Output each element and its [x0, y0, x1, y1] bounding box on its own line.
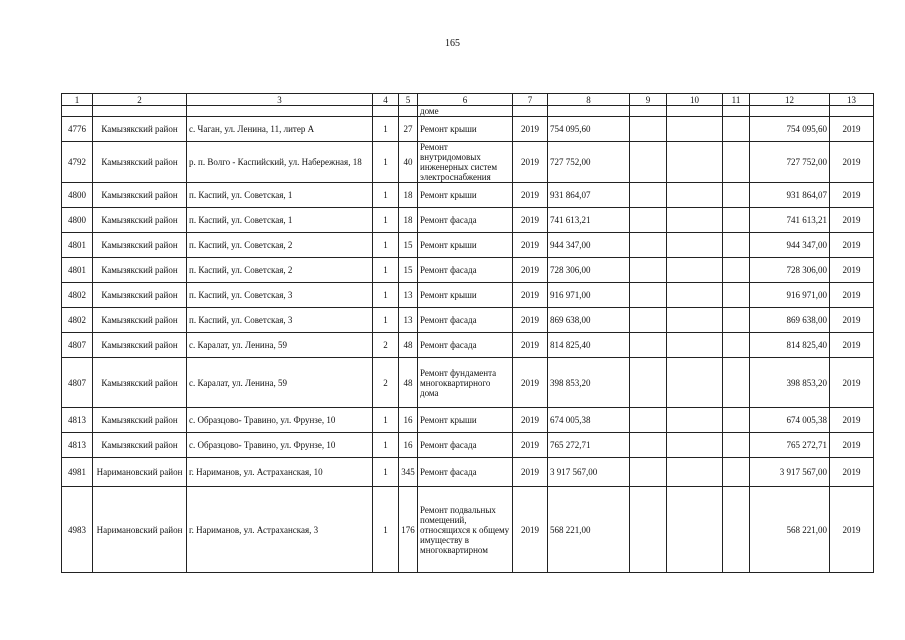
- col-9-cell: [630, 308, 667, 333]
- col-10-cell: [667, 358, 723, 408]
- address-cell: п. Каспий, ул. Советская, 3: [187, 283, 373, 308]
- funding-amount-cell: 944 347,00: [750, 233, 830, 258]
- district-cell: Камызякский район: [93, 283, 187, 308]
- column-number: 3: [187, 94, 373, 106]
- col-9-cell: [630, 142, 667, 183]
- work-type-cell: Ремонт крыши: [418, 233, 513, 258]
- apartments-count-cell: 48: [399, 333, 418, 358]
- total-cost-cell: 728 306,00: [548, 258, 630, 283]
- funding-amount-cell: 3 917 567,00: [750, 458, 830, 487]
- table-row: [62, 458, 874, 487]
- col-11-cell: [723, 142, 750, 183]
- address-cell: с. Каралат, ул. Ленина, 59: [187, 333, 373, 358]
- column-number-row: [62, 94, 874, 106]
- table-row: [62, 183, 874, 208]
- col-11-cell: [723, 258, 750, 283]
- year-cell: 2019: [513, 408, 548, 433]
- column-number: 6: [418, 94, 513, 106]
- table-row: [62, 408, 874, 433]
- work-type-cell: Ремонт фасада: [418, 308, 513, 333]
- row-number-cell: 4792: [62, 142, 93, 183]
- col-10-cell: [667, 183, 723, 208]
- district-cell: Камызякский район: [93, 117, 187, 142]
- work-type-cell: Ремонт внутридомовых инженерных систем электроснабжения: [418, 142, 513, 183]
- row-number-cell: 4807: [62, 333, 93, 358]
- column-number: 10: [667, 94, 723, 106]
- funding-amount-cell: [750, 106, 830, 117]
- buildings-count-cell: 1: [373, 308, 399, 333]
- address-cell: п. Каспий, ул. Советская, 1: [187, 183, 373, 208]
- table-row: [62, 433, 874, 458]
- table-row: [62, 258, 874, 283]
- total-cost-cell: 741 613,21: [548, 208, 630, 233]
- apartments-count-cell: 27: [399, 117, 418, 142]
- column-number: 5: [399, 94, 418, 106]
- funding-amount-cell: 814 825,40: [750, 333, 830, 358]
- buildings-count-cell: 2: [373, 333, 399, 358]
- total-cost-cell: 754 095,60: [548, 117, 630, 142]
- total-cost-cell: 869 638,00: [548, 308, 630, 333]
- total-cost-cell: 916 971,00: [548, 283, 630, 308]
- funding-amount-cell: 765 272,71: [750, 433, 830, 458]
- address-cell: с. Каралат, ул. Ленина, 59: [187, 358, 373, 408]
- address-cell: п. Каспий, ул. Советская, 2: [187, 258, 373, 283]
- year-cell: 2019: [513, 487, 548, 573]
- buildings-count-cell: 1: [373, 183, 399, 208]
- completion-year-cell: 2019: [830, 208, 874, 233]
- col-11-cell: [723, 106, 750, 117]
- funding-amount-cell: 674 005,38: [750, 408, 830, 433]
- col-9-cell: [630, 433, 667, 458]
- col-10-cell: [667, 117, 723, 142]
- address-cell: п. Каспий, ул. Советская, 2: [187, 233, 373, 258]
- address-cell: [187, 106, 373, 117]
- col-10-cell: [667, 487, 723, 573]
- district-cell: Наримановский район: [93, 458, 187, 487]
- total-cost-cell: 568 221,00: [548, 487, 630, 573]
- col-10-cell: [667, 233, 723, 258]
- row-number-cell: 4981: [62, 458, 93, 487]
- row-number-cell: 4800: [62, 183, 93, 208]
- col-9-cell: [630, 358, 667, 408]
- row-number-cell: 4801: [62, 258, 93, 283]
- col-11-cell: [723, 283, 750, 308]
- col-11-cell: [723, 208, 750, 233]
- col-10-cell: [667, 283, 723, 308]
- year-cell: 2019: [513, 117, 548, 142]
- district-cell: Камызякский район: [93, 433, 187, 458]
- district-cell: Камызякский район: [93, 208, 187, 233]
- address-cell: с. Образцово- Травино, ул. Фрунзе, 10: [187, 433, 373, 458]
- apartments-count-cell: 18: [399, 183, 418, 208]
- total-cost-cell: 398 853,20: [548, 358, 630, 408]
- year-cell: 2019: [513, 183, 548, 208]
- page-number: 165: [445, 38, 460, 49]
- buildings-count-cell: 1: [373, 208, 399, 233]
- table-row: [62, 308, 874, 333]
- table-row: [62, 142, 874, 183]
- total-cost-cell: 814 825,40: [548, 333, 630, 358]
- district-cell: Камызякский район: [93, 233, 187, 258]
- col-10-cell: [667, 208, 723, 233]
- work-type-cell: Ремонт фасада: [418, 258, 513, 283]
- total-cost-cell: 931 864,07: [548, 183, 630, 208]
- address-cell: п. Каспий, ул. Советская, 1: [187, 208, 373, 233]
- work-type-cell: Ремонт крыши: [418, 117, 513, 142]
- row-number-cell: 4801: [62, 233, 93, 258]
- repair-program-table: [61, 93, 874, 573]
- apartments-count-cell: 345: [399, 458, 418, 487]
- buildings-count-cell: 1: [373, 433, 399, 458]
- col-11-cell: [723, 333, 750, 358]
- funding-amount-cell: 916 971,00: [750, 283, 830, 308]
- work-type-cell: Ремонт фасада: [418, 208, 513, 233]
- year-cell: 2019: [513, 458, 548, 487]
- completion-year-cell: 2019: [830, 358, 874, 408]
- col-9-cell: [630, 117, 667, 142]
- district-cell: Камызякский район: [93, 408, 187, 433]
- row-number-cell: 4813: [62, 408, 93, 433]
- col-11-cell: [723, 308, 750, 333]
- completion-year-cell: 2019: [830, 458, 874, 487]
- apartments-count-cell: 48: [399, 358, 418, 408]
- district-cell: Камызякский район: [93, 333, 187, 358]
- col-10-cell: [667, 308, 723, 333]
- apartments-count-cell: 13: [399, 308, 418, 333]
- table-row: [62, 487, 874, 573]
- apartments-count-cell: [399, 106, 418, 117]
- year-cell: 2019: [513, 233, 548, 258]
- completion-year-cell: 2019: [830, 308, 874, 333]
- completion-year-cell: 2019: [830, 258, 874, 283]
- completion-year-cell: 2019: [830, 283, 874, 308]
- col-11-cell: [723, 433, 750, 458]
- district-cell: Наримановский район: [93, 487, 187, 573]
- district-cell: Камызякский район: [93, 308, 187, 333]
- funding-amount-cell: 568 221,00: [750, 487, 830, 573]
- table-row: [62, 117, 874, 142]
- col-11-cell: [723, 458, 750, 487]
- work-type-cell: Ремонт крыши: [418, 183, 513, 208]
- buildings-count-cell: 1: [373, 142, 399, 183]
- col-9-cell: [630, 487, 667, 573]
- funding-amount-cell: 727 752,00: [750, 142, 830, 183]
- funding-amount-cell: 741 613,21: [750, 208, 830, 233]
- column-number: 9: [630, 94, 667, 106]
- col-9-cell: [630, 283, 667, 308]
- address-cell: с. Образцово- Травино, ул. Фрунзе, 10: [187, 408, 373, 433]
- completion-year-cell: 2019: [830, 333, 874, 358]
- apartments-count-cell: 16: [399, 408, 418, 433]
- apartments-count-cell: 15: [399, 233, 418, 258]
- col-9-cell: [630, 233, 667, 258]
- table-row: [62, 208, 874, 233]
- apartments-count-cell: 176: [399, 487, 418, 573]
- completion-year-cell: 2019: [830, 408, 874, 433]
- district-cell: [93, 106, 187, 117]
- work-type-cell: доме: [418, 106, 513, 117]
- col-11-cell: [723, 358, 750, 408]
- completion-year-cell: 2019: [830, 117, 874, 142]
- col-9-cell: [630, 408, 667, 433]
- year-cell: [513, 106, 548, 117]
- table-row: [62, 106, 874, 117]
- col-9-cell: [630, 333, 667, 358]
- col-11-cell: [723, 117, 750, 142]
- table-row: [62, 358, 874, 408]
- work-type-cell: Ремонт фасада: [418, 458, 513, 487]
- address-cell: с. Чаган, ул. Ленина, 11, литер А: [187, 117, 373, 142]
- work-type-cell: Ремонт крыши: [418, 283, 513, 308]
- buildings-count-cell: 1: [373, 283, 399, 308]
- col-9-cell: [630, 258, 667, 283]
- table-row: [62, 333, 874, 358]
- year-cell: 2019: [513, 258, 548, 283]
- funding-amount-cell: 931 864,07: [750, 183, 830, 208]
- total-cost-cell: 674 005,38: [548, 408, 630, 433]
- column-number: 1: [62, 94, 93, 106]
- row-number-cell: 4800: [62, 208, 93, 233]
- buildings-count-cell: 1: [373, 408, 399, 433]
- column-number: 8: [548, 94, 630, 106]
- row-number-cell: [62, 106, 93, 117]
- apartments-count-cell: 15: [399, 258, 418, 283]
- completion-year-cell: 2019: [830, 433, 874, 458]
- col-9-cell: [630, 106, 667, 117]
- funding-amount-cell: 728 306,00: [750, 258, 830, 283]
- col-9-cell: [630, 183, 667, 208]
- col-10-cell: [667, 433, 723, 458]
- apartments-count-cell: 16: [399, 433, 418, 458]
- district-cell: Камызякский район: [93, 358, 187, 408]
- completion-year-cell: 2019: [830, 487, 874, 573]
- col-9-cell: [630, 208, 667, 233]
- col-10-cell: [667, 258, 723, 283]
- buildings-count-cell: 1: [373, 258, 399, 283]
- buildings-count-cell: 1: [373, 233, 399, 258]
- funding-amount-cell: 398 853,20: [750, 358, 830, 408]
- total-cost-cell: 944 347,00: [548, 233, 630, 258]
- column-number: 7: [513, 94, 548, 106]
- year-cell: 2019: [513, 433, 548, 458]
- completion-year-cell: 2019: [830, 183, 874, 208]
- col-10-cell: [667, 458, 723, 487]
- address-cell: р. п. Волго - Каспийский, ул. Набережная, 18: [187, 142, 373, 183]
- district-cell: Камызякский район: [93, 183, 187, 208]
- col-11-cell: [723, 408, 750, 433]
- col-11-cell: [723, 233, 750, 258]
- buildings-count-cell: 1: [373, 117, 399, 142]
- address-cell: г. Нариманов, ул. Астраханская, 10: [187, 458, 373, 487]
- col-11-cell: [723, 183, 750, 208]
- column-number: 2: [93, 94, 187, 106]
- buildings-count-cell: 1: [373, 487, 399, 573]
- apartments-count-cell: 13: [399, 283, 418, 308]
- year-cell: 2019: [513, 208, 548, 233]
- column-number: 13: [830, 94, 874, 106]
- col-10-cell: [667, 142, 723, 183]
- year-cell: 2019: [513, 142, 548, 183]
- completion-year-cell: 2019: [830, 233, 874, 258]
- buildings-count-cell: [373, 106, 399, 117]
- completion-year-cell: 2019: [830, 142, 874, 183]
- work-type-cell: Ремонт фасада: [418, 433, 513, 458]
- buildings-count-cell: 1: [373, 458, 399, 487]
- work-type-cell: Ремонт подвальных помещений, относящихся к общему имуществу в многоквартирном: [418, 487, 513, 573]
- row-number-cell: 4807: [62, 358, 93, 408]
- table-row: [62, 233, 874, 258]
- apartments-count-cell: 18: [399, 208, 418, 233]
- column-number: 12: [750, 94, 830, 106]
- funding-amount-cell: 869 638,00: [750, 308, 830, 333]
- row-number-cell: 4802: [62, 283, 93, 308]
- col-9-cell: [630, 458, 667, 487]
- work-type-cell: Ремонт фундамента многоквартирного дома: [418, 358, 513, 408]
- buildings-count-cell: 2: [373, 358, 399, 408]
- total-cost-cell: 765 272,71: [548, 433, 630, 458]
- completion-year-cell: [830, 106, 874, 117]
- row-number-cell: 4813: [62, 433, 93, 458]
- work-type-cell: Ремонт крыши: [418, 408, 513, 433]
- column-number: 11: [723, 94, 750, 106]
- total-cost-cell: 727 752,00: [548, 142, 630, 183]
- total-cost-cell: [548, 106, 630, 117]
- year-cell: 2019: [513, 308, 548, 333]
- year-cell: 2019: [513, 358, 548, 408]
- row-number-cell: 4983: [62, 487, 93, 573]
- row-number-cell: 4802: [62, 308, 93, 333]
- row-number-cell: 4776: [62, 117, 93, 142]
- apartments-count-cell: 40: [399, 142, 418, 183]
- funding-amount-cell: 754 095,60: [750, 117, 830, 142]
- total-cost-cell: 3 917 567,00: [548, 458, 630, 487]
- work-type-cell: Ремонт фасада: [418, 333, 513, 358]
- district-cell: Камызякский район: [93, 142, 187, 183]
- col-10-cell: [667, 333, 723, 358]
- district-cell: Камызякский район: [93, 258, 187, 283]
- address-cell: п. Каспий, ул. Советская, 3: [187, 308, 373, 333]
- year-cell: 2019: [513, 283, 548, 308]
- year-cell: 2019: [513, 333, 548, 358]
- column-number: 4: [373, 94, 399, 106]
- col-11-cell: [723, 487, 750, 573]
- table-row: [62, 283, 874, 308]
- col-10-cell: [667, 408, 723, 433]
- address-cell: г. Нариманов, ул. Астраханская, 3: [187, 487, 373, 573]
- col-10-cell: [667, 106, 723, 117]
